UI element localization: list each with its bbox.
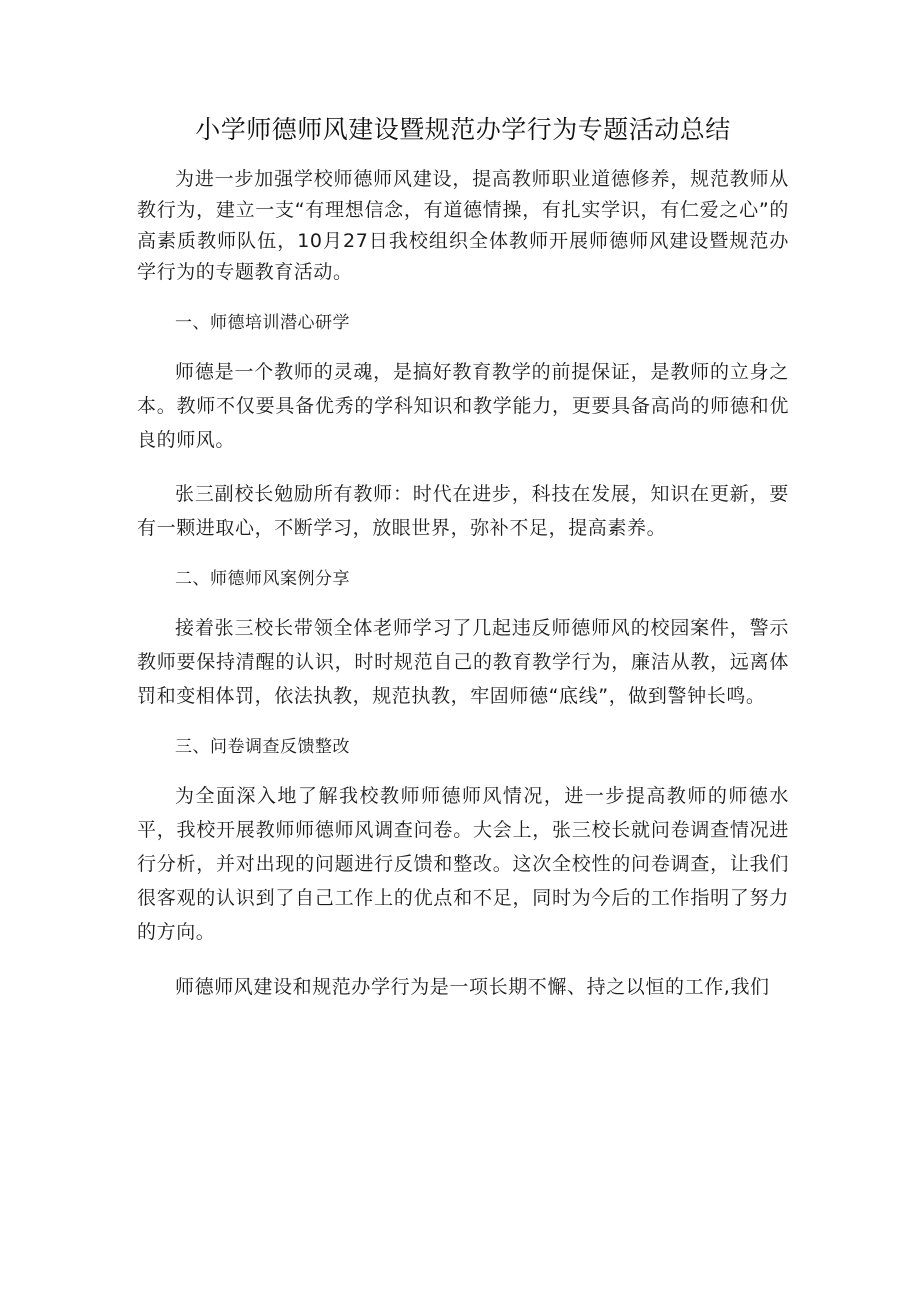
section-heading-2: 二、师德师风案例分享 bbox=[175, 569, 350, 589]
section-heading-3: 三、问卷调查反馈整改 bbox=[175, 737, 350, 757]
document-title: 小学师德师风建设暨规范办学行为专题活动总结 bbox=[195, 115, 731, 144]
section-heading-1: 一、师德培训潜心研学 bbox=[175, 313, 350, 333]
intro-paragraph: 为进一步加强学校师德师风建设，提高教师职业道德修养，规范教师从教行为，建立一支“有理想信念，有道德情操，有扎实学识，有仁爱之心”的高素质教师队伍，10月27日我校组织全体教师开展师德师风建设暨规范办学行为的专题教育活动。 bbox=[137, 168, 789, 283]
document-body bbox=[137, 110, 789, 1004]
section1-paragraph-2: 张三副校长勉励所有教师：时代在进步，科技在发展，知识在更新，要有一颗进取心，不断学习，放眼世界，弥补不足，提高素养。 bbox=[137, 483, 789, 539]
section2-paragraph-1: 接着张三校长带领全体老师学习了几起违反师德师风的校园案件，警示教师要保持清醒的认识，时时规范自己的教育教学行为，廉洁从教，远离体罚和变相体罚，依法执教，规范执教，牢固师德“底线”，做到警钟长鸣。 bbox=[137, 617, 789, 707]
section1-paragraph-1: 师德是一个教师的灵魂，是搞好教育教学的前提保证，是教师的立身之本。教师不仅要具备优秀的学科知识和教学能力，更要具备高尚的师德和优良的师风。 bbox=[137, 361, 789, 451]
closing-paragraph: 师德师风建设和规范办学行为是一项长期不懈、持之以恒的工作,我们 bbox=[175, 976, 770, 998]
section3-paragraph-1: 为全面深入地了解我校教师师德师风情况，进一步提高教师的师德水平，我校开展教师师德师风调查问卷。大会上，张三校长就问卷调查情况进行分析，并对出现的问题进行反馈和整改。这次全校性的问卷调查，让我们很客观的认识到了自己工作上的优点和不足，同时为今后的工作指明了努力的方向。 bbox=[137, 785, 789, 943]
